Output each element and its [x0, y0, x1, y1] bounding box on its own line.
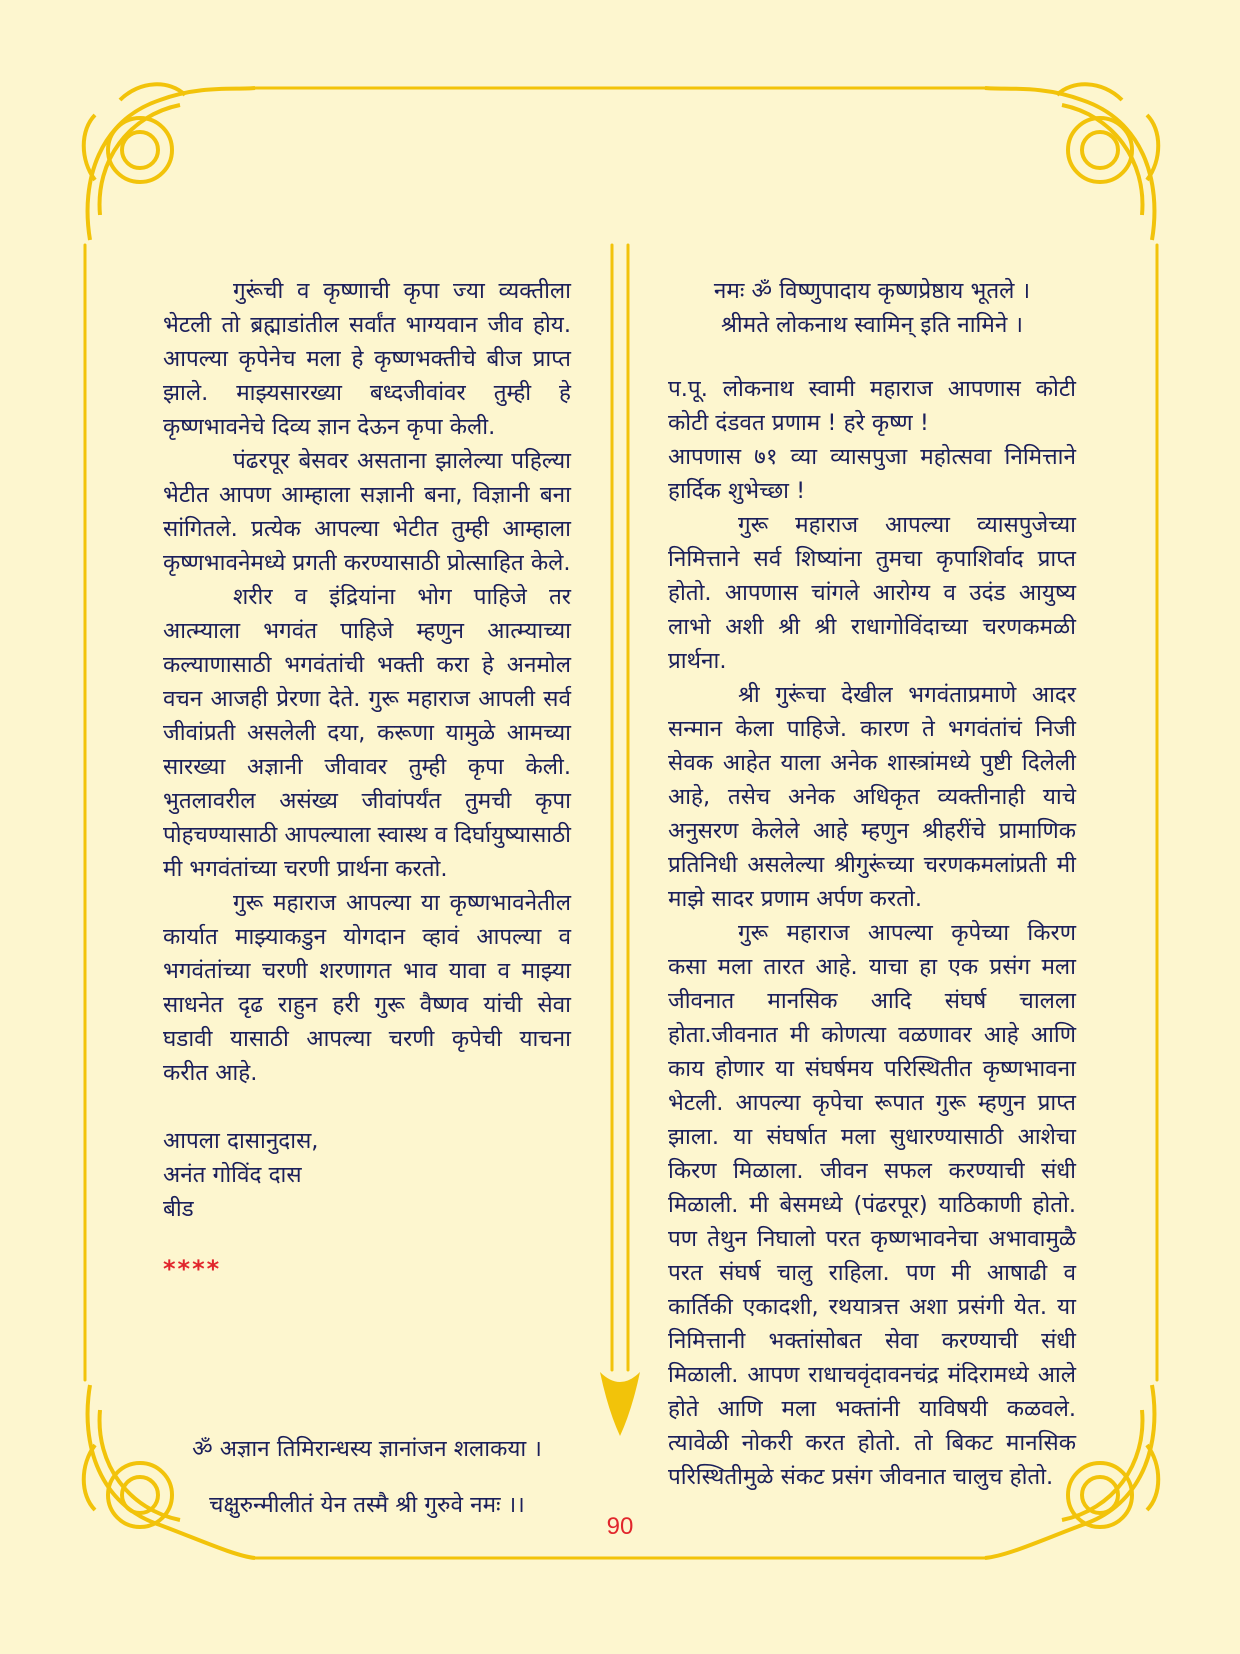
right-verse — [668, 274, 1076, 342]
right-paragraph: गुरू महाराज आपल्या कृपेच्या किरण कसा मला तारत आहे. याचा हा एक प्रसंग मला जीवनात मानसिक आदि संघर्ष चालला होता.जीवनात मी कोणत्या वळणावर आहे आणि काय होणार या संघर्षमय परिस्थितीत कृष्णभावना भेटली. आपल्या कृपेचा रूपात गुरू म्हणुन प्राप्त झाला. या संघर्षात मला सुधारण्यासाठी आशेचा किरण मिळाला. जीवन सफल करण्याची संधी मिळाली. मी बेसमध्ये (पंढरपूर) याठिकाणी होतो. पण तेथुन निघालो परत कृष्णभावनेचा अभावामुळै परत संघर्ष चालु राहिला. पण मी आषाढी व कार्तिकी एकादशी, रथयात्रत्त अशा प्रसंगी येत. या निमित्तानी भक्तांसोबत सेवा करण्याची संधी मिळाली. आपण राधाचवृंदावनचंद्र मंदिरामध्ये आले होते आणि मला भक्तांनी याविषयी कळवले. त्यावेळी नोकरी करत होतो. तो बिकट मानसिक परिस्थितीमुळे संकट प्रसंग जीवनात चालुच होतो. — [668, 920, 1076, 1490]
divider-drop-ornament — [600, 1372, 640, 1436]
bottom-verse-line: ॐ अज्ञान तिमिरान्धस्य ज्ञानांजन शलाकया । — [192, 1435, 542, 1462]
left-column — [163, 274, 571, 1286]
signoff-place: बीड — [163, 1196, 194, 1222]
right-verse-line: श्रीमते लोकनाथ स्वामिन् इति नामिने । — [720, 312, 1024, 338]
bottom-verse-line: चक्षुरुन्मीलीतं येन तस्मै श्री गुरुवे नमः ।। — [209, 1492, 525, 1518]
left-paragraph: पंढरपूर बेसवर असताना झालेल्या पहिल्या भेटीत आपण आम्हाला सज्ञानी बना, विज्ञानी बना सांगितले. प्रत्येक आपल्या भेटीत तुम्ही आम्हाला कृष्णभावनेमध्ये प्रगती करण्यासाठी प्रोत्साहित केले. — [163, 448, 571, 576]
left-paragraph: गुरूंची व कृष्णाची कृपा ज्या व्यक्तीला भेटली तो ब्रह्माडांतील सर्वांत भाग्यवान जीव होय. आपल्या कृपेनेच मला हे कृष्णभक्तीचे बीज प्राप्त झाले. माझ्यसारख्या बध्दजीवांवर तुम्ही हे कृष्णभावनेचे दिव्य ज्ञान देऊन कृपा केली. — [163, 278, 571, 440]
greeting-line: आपणास ७१ व्या व्यासपुजा महोत्सवा निमित्ताने हार्दिक शुभेच्छा ! — [668, 444, 1076, 504]
right-verse-line: नमः ॐ विष्णुपादाय कृष्णप्रेष्ठाय भूतले । — [713, 278, 1031, 304]
left-paragraph: गुरू महाराज आपल्या या कृष्णभावनेतील कार्यात माझ्याकडुन योगदान व्हावं आपल्या व भगवंतांच्या चरणी शरणागत भाव यावा व माझ्या साधनेत दृढ राहुन हरी गुरू वैष्णव यांची सेवा घडावी यासाठी आपल्या चरणी कृपेची याचना करीत आहे. — [163, 890, 571, 1086]
signoff-line: आपला दासानुदास, — [163, 1128, 319, 1154]
corner-ornament-top-right — [985, 84, 1158, 240]
greeting-line: प.पू. लोकनाथ स्वामी महाराज आपणास कोटी कोटी दंडवत प्रणाम ! हरे कृष्ण ! — [668, 376, 1076, 436]
bottom-verse — [163, 1409, 571, 1545]
right-paragraph: श्री गुरूंचा देखील भगवंताप्रमाणे आदर सन्मान केला पाहिजे. कारण ते भगवंतांचं निजी सेवक आहेत याला अनेक शास्त्रांमध्ये पुष्टी दिलेली आहे, तसेच अनेक अधिकृत व्यक्तीनाही याचे अनुसरण केलेले आहे म्हणुन श्रीहरींचे प्रामाणिक प्रतिनिधी असलेल्या श्रीगुरूंच्या चरणकमलांप्रती मी माझे सादर प्रणाम अर्पण करतो. — [668, 682, 1076, 912]
stars-separator: **** — [163, 1255, 222, 1283]
page-number: 90 — [606, 1513, 634, 1540]
right-column — [668, 274, 1076, 1494]
corner-ornament-top-left — [84, 84, 255, 240]
signoff-name: अनंत गोविंद दास — [163, 1162, 302, 1188]
right-paragraph: गुरू महाराज आपल्या व्यासपुजेच्या निमित्ताने सर्व शिष्यांना तुमचा कृपाशिर्वाद प्राप्त होतो. आपणास चांगले आरोग्य व उदंड आयुष्य लाभो अशी श्री श्री राधागोविंदाच्या चरणकमळी प्रार्थना. — [668, 512, 1076, 674]
left-paragraph: शरीर व इंद्रियांना भोग पाहिजे तर आत्म्याला भगवंत पाहिजे म्हणुन आत्म्याच्या कल्याणासाठी भगवंतांची भक्ती करा हे अनमोल वचन आजही प्रेरणा देते. गुरू महाराज आपली सर्व जीवांप्रती असलेली दया, करूणा यामुळे आमच्या सारख्या अज्ञानी जीवावर तुम्ही कृपा केली. भुतलावरील असंख्य जीवांपर्यंत तुमची कृपा पोहचण्यासाठी आपल्याला स्वास्थ व दिर्घायुष्यासाठी मी भगवंतांच्या चरणी प्रार्थना करतो. — [163, 584, 572, 882]
